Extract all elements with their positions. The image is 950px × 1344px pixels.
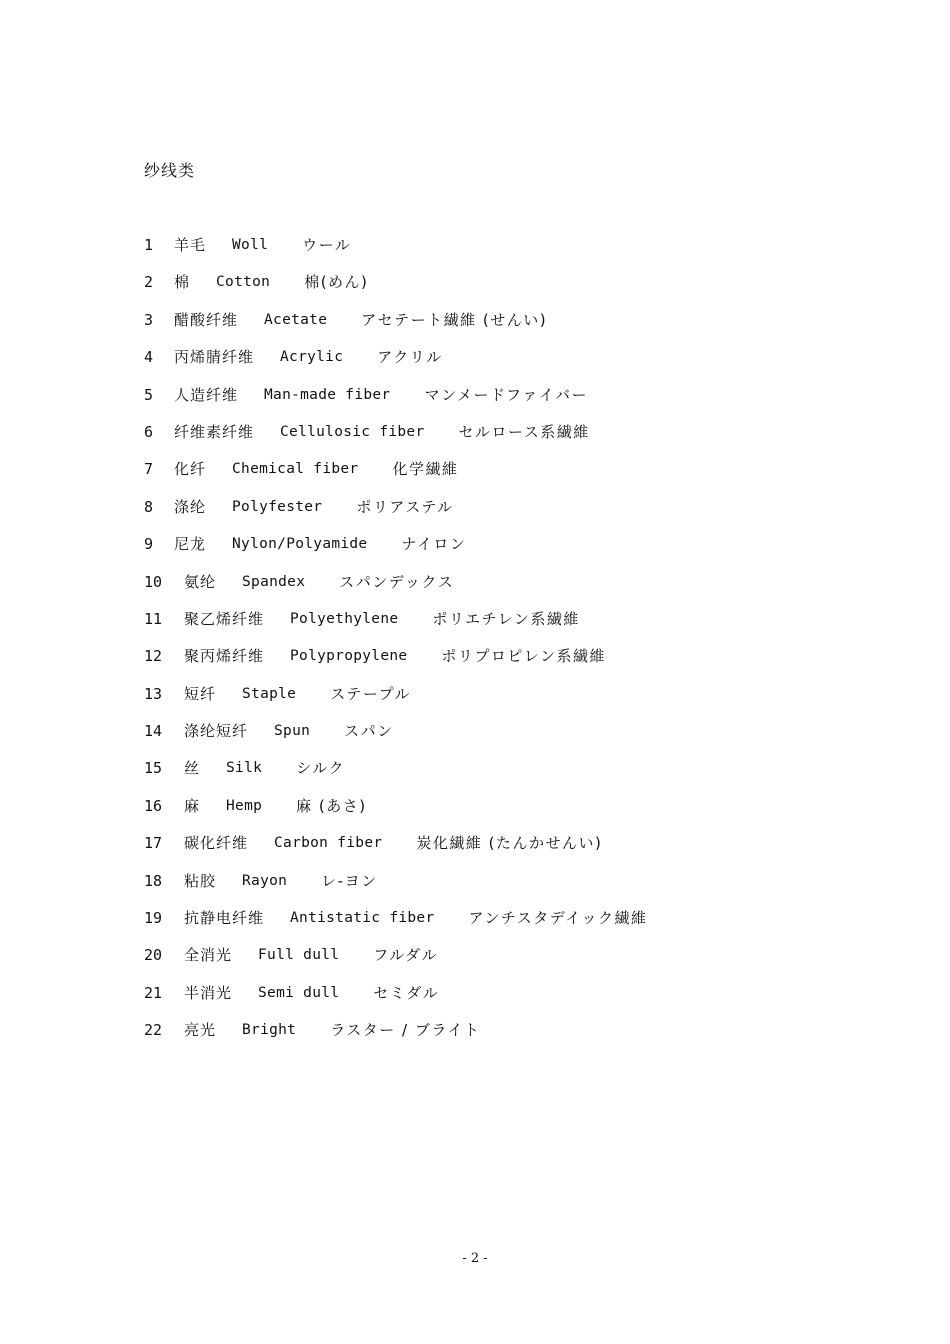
list-item bbox=[144, 720, 647, 757]
entry-number: 5 bbox=[144, 385, 154, 404]
entry-english: Carbon fiber bbox=[274, 835, 383, 852]
entry-chinese: 丙烯腈纤维 bbox=[174, 348, 255, 367]
entry-japanese: 麻 (あさ) bbox=[296, 796, 367, 815]
list-item bbox=[144, 271, 647, 308]
entry-number: 2 bbox=[144, 273, 154, 292]
entry-number: 3 bbox=[144, 310, 154, 329]
section-heading: 纱线类 bbox=[144, 161, 196, 180]
entry-english: Polyfester bbox=[232, 498, 323, 515]
entry-chinese: 抗静电纤维 bbox=[184, 909, 265, 928]
entry-number: 1 bbox=[144, 236, 154, 254]
entry-english: Staple bbox=[242, 685, 297, 702]
list-item bbox=[144, 496, 647, 533]
list-item bbox=[144, 795, 647, 832]
entry-number: 12 bbox=[144, 647, 163, 666]
entry-number: 20 bbox=[144, 946, 163, 965]
entry-english: Cotton bbox=[216, 274, 271, 291]
entry-chinese: 尼龙 bbox=[174, 535, 207, 554]
entry-chinese: 羊毛 bbox=[174, 236, 207, 254]
entry-chinese: 涤纶短纤 bbox=[184, 722, 249, 741]
entry-chinese: 亮光 bbox=[184, 1021, 217, 1040]
entry-japanese: セルロース系繊維 bbox=[458, 422, 590, 441]
entry-english: Woll bbox=[232, 237, 269, 253]
entry-japanese: スパンデックス bbox=[339, 572, 455, 591]
entry-japanese: スパン bbox=[344, 722, 394, 741]
entry-japanese: マンメードファイバー bbox=[424, 385, 588, 404]
entry-chinese: 丝 bbox=[184, 759, 201, 778]
entry-number: 6 bbox=[144, 422, 154, 441]
list-item bbox=[144, 907, 647, 944]
entry-japanese: ステープル bbox=[330, 684, 412, 703]
list-item bbox=[144, 608, 647, 645]
entry-chinese: 粘胶 bbox=[184, 871, 217, 890]
entry-english: Spun bbox=[274, 723, 311, 740]
entry-english: Polyethylene bbox=[290, 610, 399, 627]
entry-chinese: 聚乙烯纤维 bbox=[184, 609, 265, 628]
list-item bbox=[144, 944, 647, 981]
entry-chinese: 碳化纤维 bbox=[184, 834, 249, 853]
entry-number: 16 bbox=[144, 796, 163, 815]
list-item bbox=[144, 309, 647, 346]
entry-japanese: ポリアステル bbox=[356, 497, 454, 516]
entry-chinese: 纤维素纤维 bbox=[174, 422, 255, 441]
entry-english: Chemical fiber bbox=[232, 461, 359, 478]
entry-number: 18 bbox=[144, 871, 163, 890]
entry-chinese: 短纤 bbox=[184, 684, 217, 703]
entry-number: 15 bbox=[144, 759, 163, 778]
entry-english: Cellulosic fiber bbox=[280, 423, 425, 440]
entry-japanese: ラスター / ブライト bbox=[330, 1021, 481, 1040]
entry-english: Nylon/Polyamide bbox=[232, 536, 368, 553]
entry-chinese: 麻 bbox=[184, 796, 201, 815]
entry-english: Full dull bbox=[258, 947, 340, 964]
list-item bbox=[144, 234, 647, 271]
list-item bbox=[144, 870, 647, 907]
entry-english: Rayon bbox=[242, 872, 288, 889]
entry-japanese: ポリエチレン系繊維 bbox=[432, 609, 580, 628]
entry-chinese: 醋酸纤维 bbox=[174, 310, 239, 329]
entry-japanese: レ-ヨン bbox=[321, 871, 378, 890]
list-item bbox=[144, 384, 647, 421]
entry-english: Bright bbox=[242, 1022, 297, 1039]
page-number: - 2 - bbox=[462, 1251, 488, 1266]
entry-chinese: 氨纶 bbox=[184, 572, 217, 591]
list-item bbox=[144, 645, 647, 682]
entry-japanese: アンチスタデイック繊維 bbox=[468, 909, 648, 928]
entry-japanese: 炭化繊維 (たんかせんい) bbox=[416, 834, 603, 853]
entry-english: Antistatic fiber bbox=[290, 910, 435, 927]
entry-english: Polypropylene bbox=[290, 648, 408, 665]
list-item bbox=[144, 683, 647, 720]
entry-chinese: 聚丙烯纤维 bbox=[184, 647, 265, 666]
entry-number: 4 bbox=[144, 348, 154, 367]
list-item bbox=[144, 533, 647, 570]
entry-english: Spandex bbox=[242, 573, 306, 590]
entry-chinese: 全消光 bbox=[184, 946, 233, 965]
entry-number: 9 bbox=[144, 535, 154, 554]
entry-number: 13 bbox=[144, 684, 163, 703]
list-item bbox=[144, 421, 647, 458]
list-item bbox=[144, 571, 647, 608]
entry-number: 7 bbox=[144, 460, 154, 479]
entry-chinese: 人造纤维 bbox=[174, 385, 239, 404]
list-item bbox=[144, 757, 647, 794]
entry-number: 17 bbox=[144, 834, 163, 853]
entry-number: 14 bbox=[144, 722, 163, 741]
entry-chinese: 棉 bbox=[174, 273, 191, 292]
entry-japanese: シルク bbox=[296, 759, 345, 778]
entry-number: 10 bbox=[144, 572, 163, 591]
entry-japanese: ナイロン bbox=[401, 535, 467, 554]
entry-number: 19 bbox=[144, 909, 163, 928]
glossary-list bbox=[144, 234, 647, 1057]
entry-english: Man-made fiber bbox=[264, 386, 391, 403]
entry-japanese: 化学繊維 bbox=[392, 460, 459, 479]
entry-english: Semi dull bbox=[258, 984, 340, 1001]
list-item bbox=[144, 346, 647, 383]
entry-number: 8 bbox=[144, 497, 154, 516]
entry-chinese: 半消光 bbox=[184, 983, 233, 1002]
entry-japanese: アクリル bbox=[377, 348, 443, 367]
entry-japanese: セミダル bbox=[373, 983, 440, 1002]
entry-english: Acrylic bbox=[280, 349, 344, 366]
entry-number: 21 bbox=[144, 983, 163, 1002]
list-item bbox=[144, 832, 647, 869]
entry-japanese: ポリプロピレン系繊維 bbox=[441, 647, 607, 666]
entry-chinese: 涤纶 bbox=[174, 497, 207, 516]
entry-japanese: ウール bbox=[302, 236, 352, 254]
entry-japanese: アセテート繊維 (せんい) bbox=[361, 310, 548, 329]
entry-japanese: フルダル bbox=[373, 946, 439, 965]
entry-english: Acetate bbox=[264, 311, 328, 328]
list-item bbox=[144, 982, 647, 1019]
entry-japanese: 棉(めん) bbox=[304, 273, 369, 292]
list-item bbox=[144, 458, 647, 495]
entry-number: 11 bbox=[144, 609, 163, 628]
entry-english: Silk bbox=[226, 760, 263, 777]
list-item bbox=[144, 1019, 647, 1056]
entry-number: 22 bbox=[144, 1021, 163, 1040]
entry-chinese: 化纤 bbox=[174, 460, 207, 479]
entry-english: Hemp bbox=[226, 797, 263, 814]
